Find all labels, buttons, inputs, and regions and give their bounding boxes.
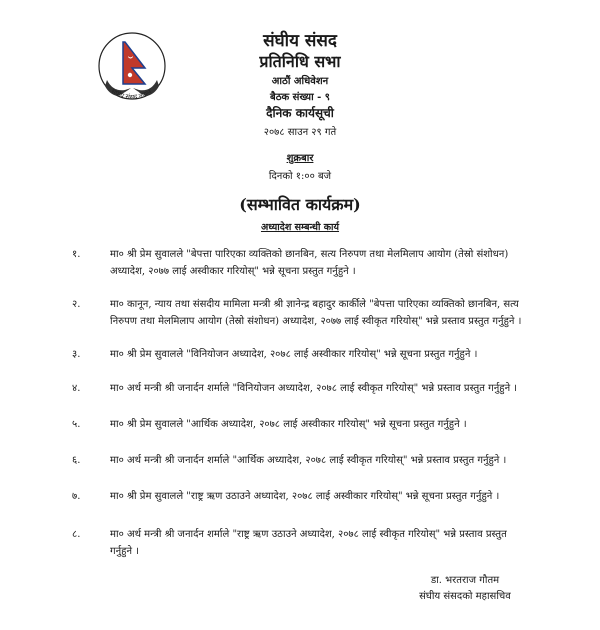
item-number: ६. — [72, 455, 81, 466]
item-number: ७. — [72, 491, 81, 502]
svg-text:संघीय संसद नेपाल — [110, 87, 154, 101]
program-heading: (सम्भावित कार्यक्रम) — [239, 195, 361, 214]
item-text: मा० श्री प्रेम सुवालले "बेपत्ता पारिएका व्यक्तिको छानबिन, सत्य निरुपण तथा मेलमिलाप आयोग (तेस्रो संशोधन) अध्यादेश, २०७७ लाई अस्वीकार गरियोस्" भन्ने सूचना प्रस्तुत गर्नुहुने । — [110, 249, 509, 277]
meeting-number: बैठक संख्या - ९ — [270, 92, 330, 103]
house-name: प्रतिनिधि सभा — [259, 52, 341, 71]
item-text: मा० श्री प्रेम सुवालले "राष्ट्र ऋण उठाउने अध्यादेश, २०७८ लाई अस्वीकार गरियोस्" भन्ने सूचना प्रस्तुत गर्नुहुने । — [110, 491, 500, 502]
meeting-time: दिनको १:०० बजे — [268, 171, 332, 182]
item-text: मा० श्री प्रेम सुवालले "आर्थिक अध्यादेश, २०७८ लाई अस्वीकार गरियोस्" भन्ने सूचना प्रस्तुत गर्नुहुने । — [110, 419, 467, 430]
document-title: संघीय संसद — [263, 31, 337, 51]
section-heading: अध्यादेश सम्बन्धी कार्य — [260, 222, 340, 233]
item-text: मा० श्री प्रेम सुवालले "विनियोजन अध्यादेश, २०७८ लाई अस्वीकार गरियोस्" भन्ने सूचना प्रस्तुत गर्नुहुने । — [110, 349, 478, 360]
signatory-name: डा. भरतराज गौतम — [430, 575, 500, 586]
item-number: १. — [72, 249, 81, 260]
meeting-day: शुक्रबार — [286, 153, 314, 164]
item-text: मा० कानून, न्याय तथा संसदीय मामिला मन्त्री श्री ज्ञानेन्द्र बहादुर कार्कीले "बेपत्ता पारिएका व्यक्तिको छानबिन, सत्य निरुपण तथा मेलमिलाप आयोग (तेस्रो संशोधन) अध्यादेश, २०७७ लाई स्वीकृत गरियोस्" भन्ने प्रस्ताव प्रस्तुत गर्नुहुने । — [110, 299, 522, 327]
item-number: ५. — [72, 419, 81, 430]
item-number: ८. — [72, 529, 81, 540]
meeting-date: २०७८ साउन २९ गते — [263, 127, 337, 138]
item-text: मा० अर्थ मन्त्री श्री जनार्दन शर्माले "आर्थिक अध्यादेश, २०७८ लाई स्वीकृत गरियोस्" भन्ने प्रस्ताव प्रस्तुत गर्नुहुने । — [110, 455, 507, 466]
item-number: ३. — [72, 349, 81, 360]
session-label: आठौं अधिवेशन — [271, 76, 329, 87]
emblem-caption: संघीय संसद नेपाल — [109, 87, 153, 102]
item-number: २. — [72, 299, 81, 310]
agenda-title: दैनिक कार्यसूची — [266, 106, 334, 120]
item-text: मा० अर्थ मन्त्री श्री जनार्दन शर्माले "राष्ट्र ऋण उठाउने अध्यादेश, २०७८ लाई स्वीकृत गरियोस्" भन्ने प्रस्ताव प्रस्तुत गर्नुहुने । — [110, 529, 507, 557]
item-number: ४. — [72, 383, 81, 394]
signatory-role: संघीय संसदको महासचिव — [419, 591, 511, 602]
item-text: मा० अर्थ मन्त्री श्री जनार्दन शर्माले "विनियोजन अध्यादेश, २०७८ लाई स्वीकृत गरियोस्" भन्ने प्रस्ताव प्रस्तुत गर्नुहुने । — [110, 383, 518, 394]
